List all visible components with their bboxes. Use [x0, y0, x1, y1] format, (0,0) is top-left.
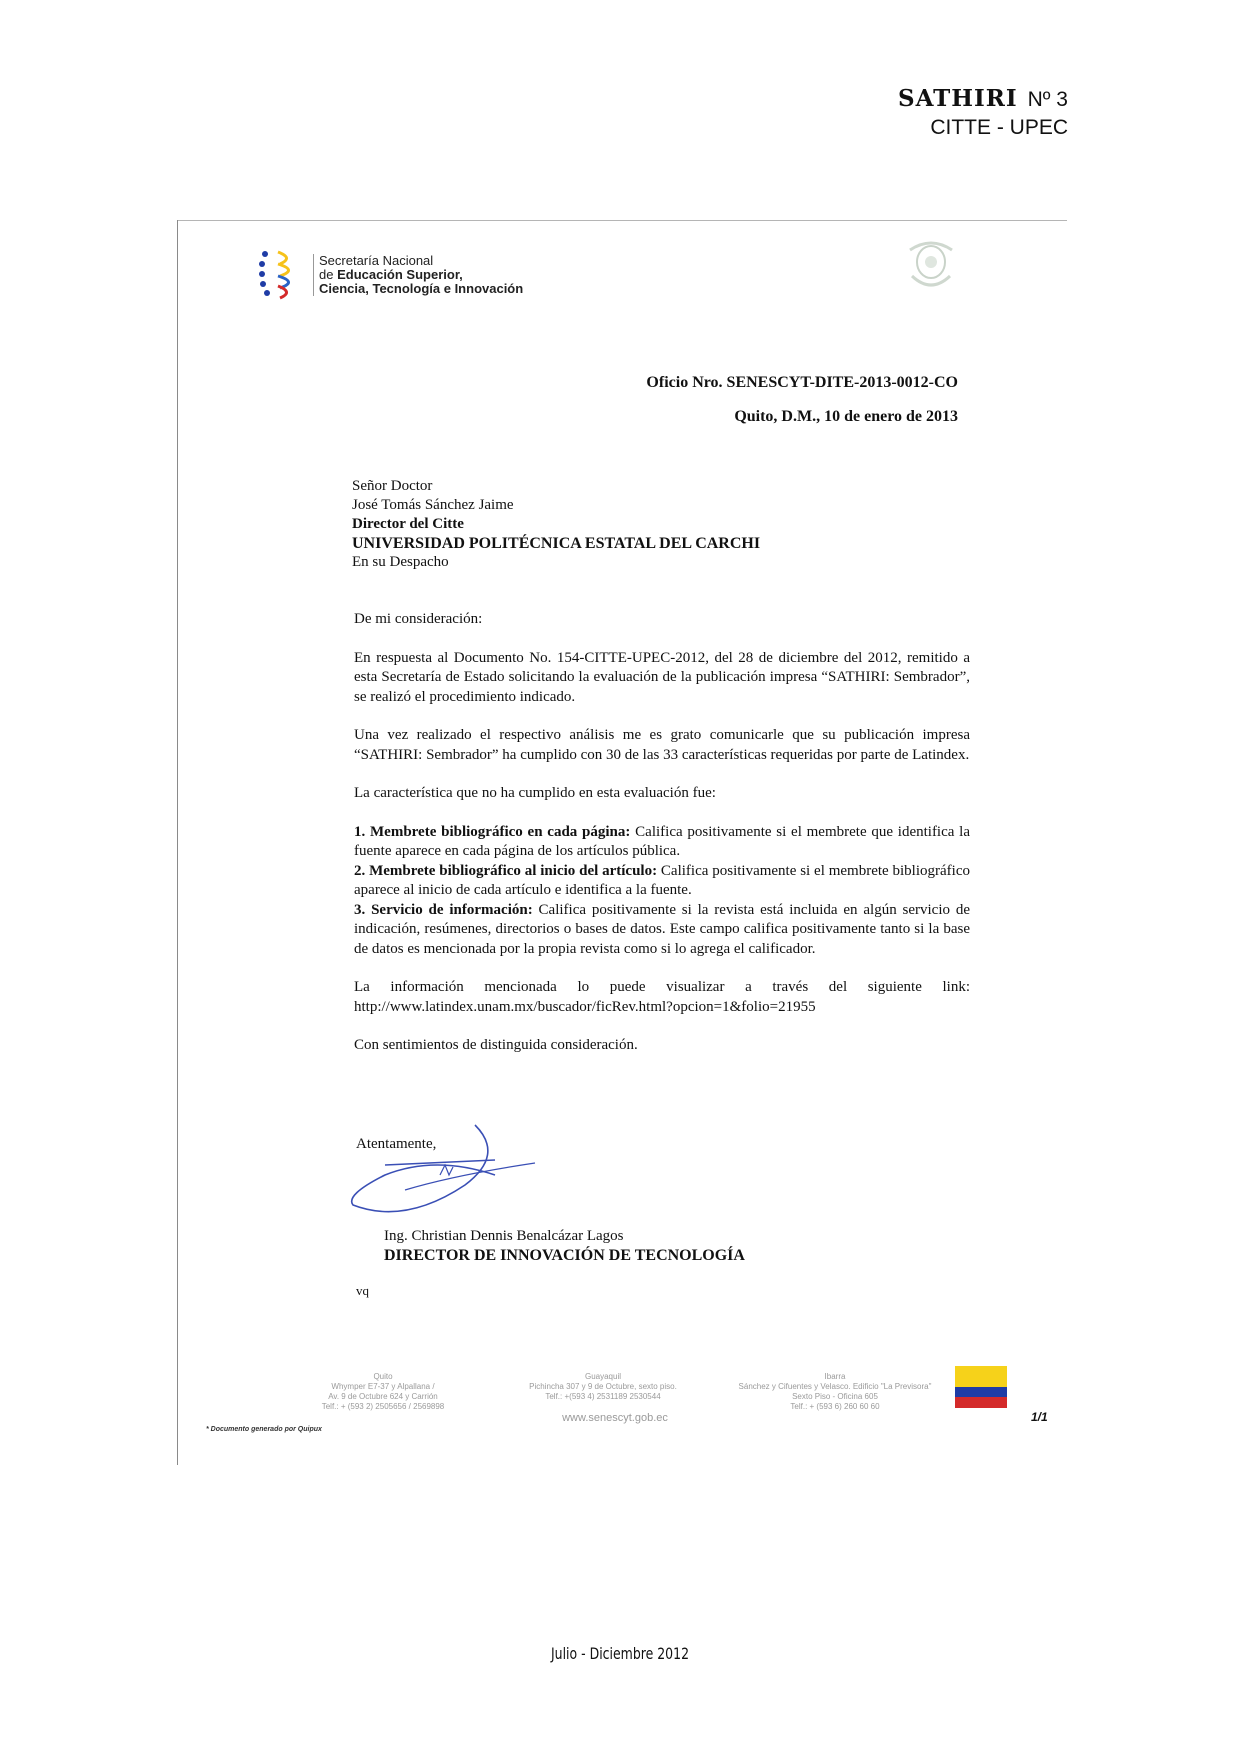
criterion-item: [354, 901, 970, 960]
flag-stripe-yellow: [955, 1366, 1007, 1387]
ecuador-flag-icon: [955, 1366, 1007, 1408]
footer-phone: Telf.: +(593 4) 2531189 2530544: [545, 1392, 661, 1401]
footer-city: Guayaquil: [584, 1372, 622, 1381]
signer-name: Ing. Christian Dennis Benalcázar Lagos: [384, 1228, 624, 1244]
letterhead-line1: Secretaría Nacional: [319, 253, 434, 268]
criterion-title: 2. Membrete bibliográfico al inicio del artículo:: [354, 862, 658, 879]
journal-org: CITTE - UPEC: [930, 116, 1068, 139]
journal-name: SATHIRI: [897, 85, 1018, 112]
letterhead-line2-bold: Educación Superior,: [337, 267, 463, 282]
closing-phrase: Con sentimientos de distinguida consideración.: [354, 1037, 638, 1053]
addressee-salutation: Señor Doctor: [352, 478, 433, 494]
footer-website: www.senescyt.gob.ec: [562, 1412, 668, 1424]
page-footer: Julio - Diciembre 2012: [550, 1644, 690, 1663]
addressee-location: En su Despacho: [352, 554, 449, 570]
footer-city: Ibarra: [824, 1372, 846, 1381]
criterion-title: 1. Membrete bibliográfico en cada página:: [354, 823, 631, 840]
flag-stripe-blue: [955, 1387, 1007, 1397]
criterion-item: [354, 823, 970, 862]
letter-body: [354, 610, 970, 1056]
page-count: 1/1: [1031, 1410, 1048, 1424]
paragraph-2: Una vez realizado el respectivo análisis me es grato comunicarle que su publicación impresa “SATHIRI: Sembrador” ha cumplido con 30 de las 33 características requeridas por parte de Latindex.: [354, 727, 970, 763]
addressee-name: José Tomás Sánchez Jaime: [352, 497, 514, 513]
criterion-text: Califica positivamente si el membrete bibliográfico aparece al inicio de cada artículo e identifica a la fuente.: [354, 862, 970, 898]
link-intro: La información mencionada lo puede visualizar a través del siguiente link:: [354, 979, 970, 995]
handwritten-signature: [345, 1115, 545, 1235]
senescyt-logo: [258, 246, 538, 302]
journal-number: Nº 3: [1027, 88, 1068, 111]
scan-border-top: [177, 220, 1067, 221]
footer-office-ibarra: [720, 1372, 950, 1412]
criterion-item: [354, 862, 970, 901]
letterhead-line2-prefix: de: [319, 267, 338, 282]
criterion-title: 3. Servicio de información:: [354, 901, 533, 918]
footer-address: Pichincha 307 y 9 de Octubre, sexto piso.: [529, 1382, 677, 1391]
greeting: De mi consideración:: [354, 611, 483, 627]
footer-city: Quito: [373, 1372, 393, 1381]
letter-date: Quito, D.M., 10 de enero de 2013: [734, 408, 958, 425]
typist-initials: vq: [356, 1283, 369, 1298]
signer-block: [384, 1227, 745, 1265]
criterion-text: Califica positivamente si la revista está incluida en algún servicio de indicación, resúmenes, directorios o bases de datos. Este campo califica positivamente tanto si la base de datos es mencionada por la propia revista como si lo agrega el calificador.: [354, 901, 970, 957]
criterion-text: Califica positivamente si el membrete que identifica la fuente aparece en cada página de los artículos pública.: [354, 823, 970, 859]
letterhead-line2: [319, 268, 523, 282]
journal-header: [898, 86, 1068, 141]
footer-address: Sexto Piso - Oficina 605: [792, 1392, 878, 1401]
signer-title: DIRECTOR DE INNOVACIÓN DE TECNOLOGÍA: [384, 1247, 745, 1264]
addressee-block: [352, 477, 760, 572]
addressee-institution: UNIVERSIDAD POLITÉCNICA ESTATAL DEL CARCHI: [352, 535, 761, 552]
addressee-position: Director del Citte: [352, 516, 464, 532]
journal-title-row: [898, 86, 1068, 113]
footer-office-quito: [308, 1372, 458, 1412]
paragraph-3: La característica que no ha cumplido en esta evaluación fue:: [354, 785, 716, 801]
footer-address: Whymper E7-37 y Alpallana /: [331, 1382, 435, 1391]
scan-border-left: [177, 220, 178, 1465]
letterhead-text: [313, 254, 523, 296]
flag-stripe-red: [955, 1397, 1007, 1408]
oficio-number: Oficio Nro. SENESCYT-DITE-2013-0012-CO: [646, 374, 958, 391]
footer-phone: Telf.: + (593 6) 260 60 60: [790, 1402, 880, 1411]
sign-off: Atentamente,: [356, 1136, 437, 1152]
paragraph-1: En respuesta al Documento No. 154-CITTE-UPEC-2012, del 28 de diciembre del 2012, remitido a esta Secretaría de Estado solicitando la evaluación de la publicación impresa “SATHIRI: Sembrador”, se realizó el procedimiento indicado.: [354, 649, 970, 705]
latindex-link: http://www.latindex.unam.mx/buscador/ficRev.html?opcion=1&folio=21955: [354, 998, 816, 1015]
senescyt-logo-icon: [258, 246, 310, 302]
footer-phone: Telf.: + (593 2) 2505656 / 2569898: [321, 1402, 445, 1411]
footer-office-guayaquil: [513, 1372, 693, 1402]
footer-address: Av. 9 de Octubre 624 y Carrión: [328, 1392, 438, 1401]
coat-of-arms-seal-icon: [902, 236, 960, 298]
letterhead-line3: Ciencia, Tecnología e Innovación: [319, 281, 524, 296]
quipux-note: * Documento generado por Quipux: [206, 1426, 322, 1433]
footer-address: Sánchez y Cifuentes y Velasco. Edificio "La Previsora": [738, 1382, 932, 1391]
